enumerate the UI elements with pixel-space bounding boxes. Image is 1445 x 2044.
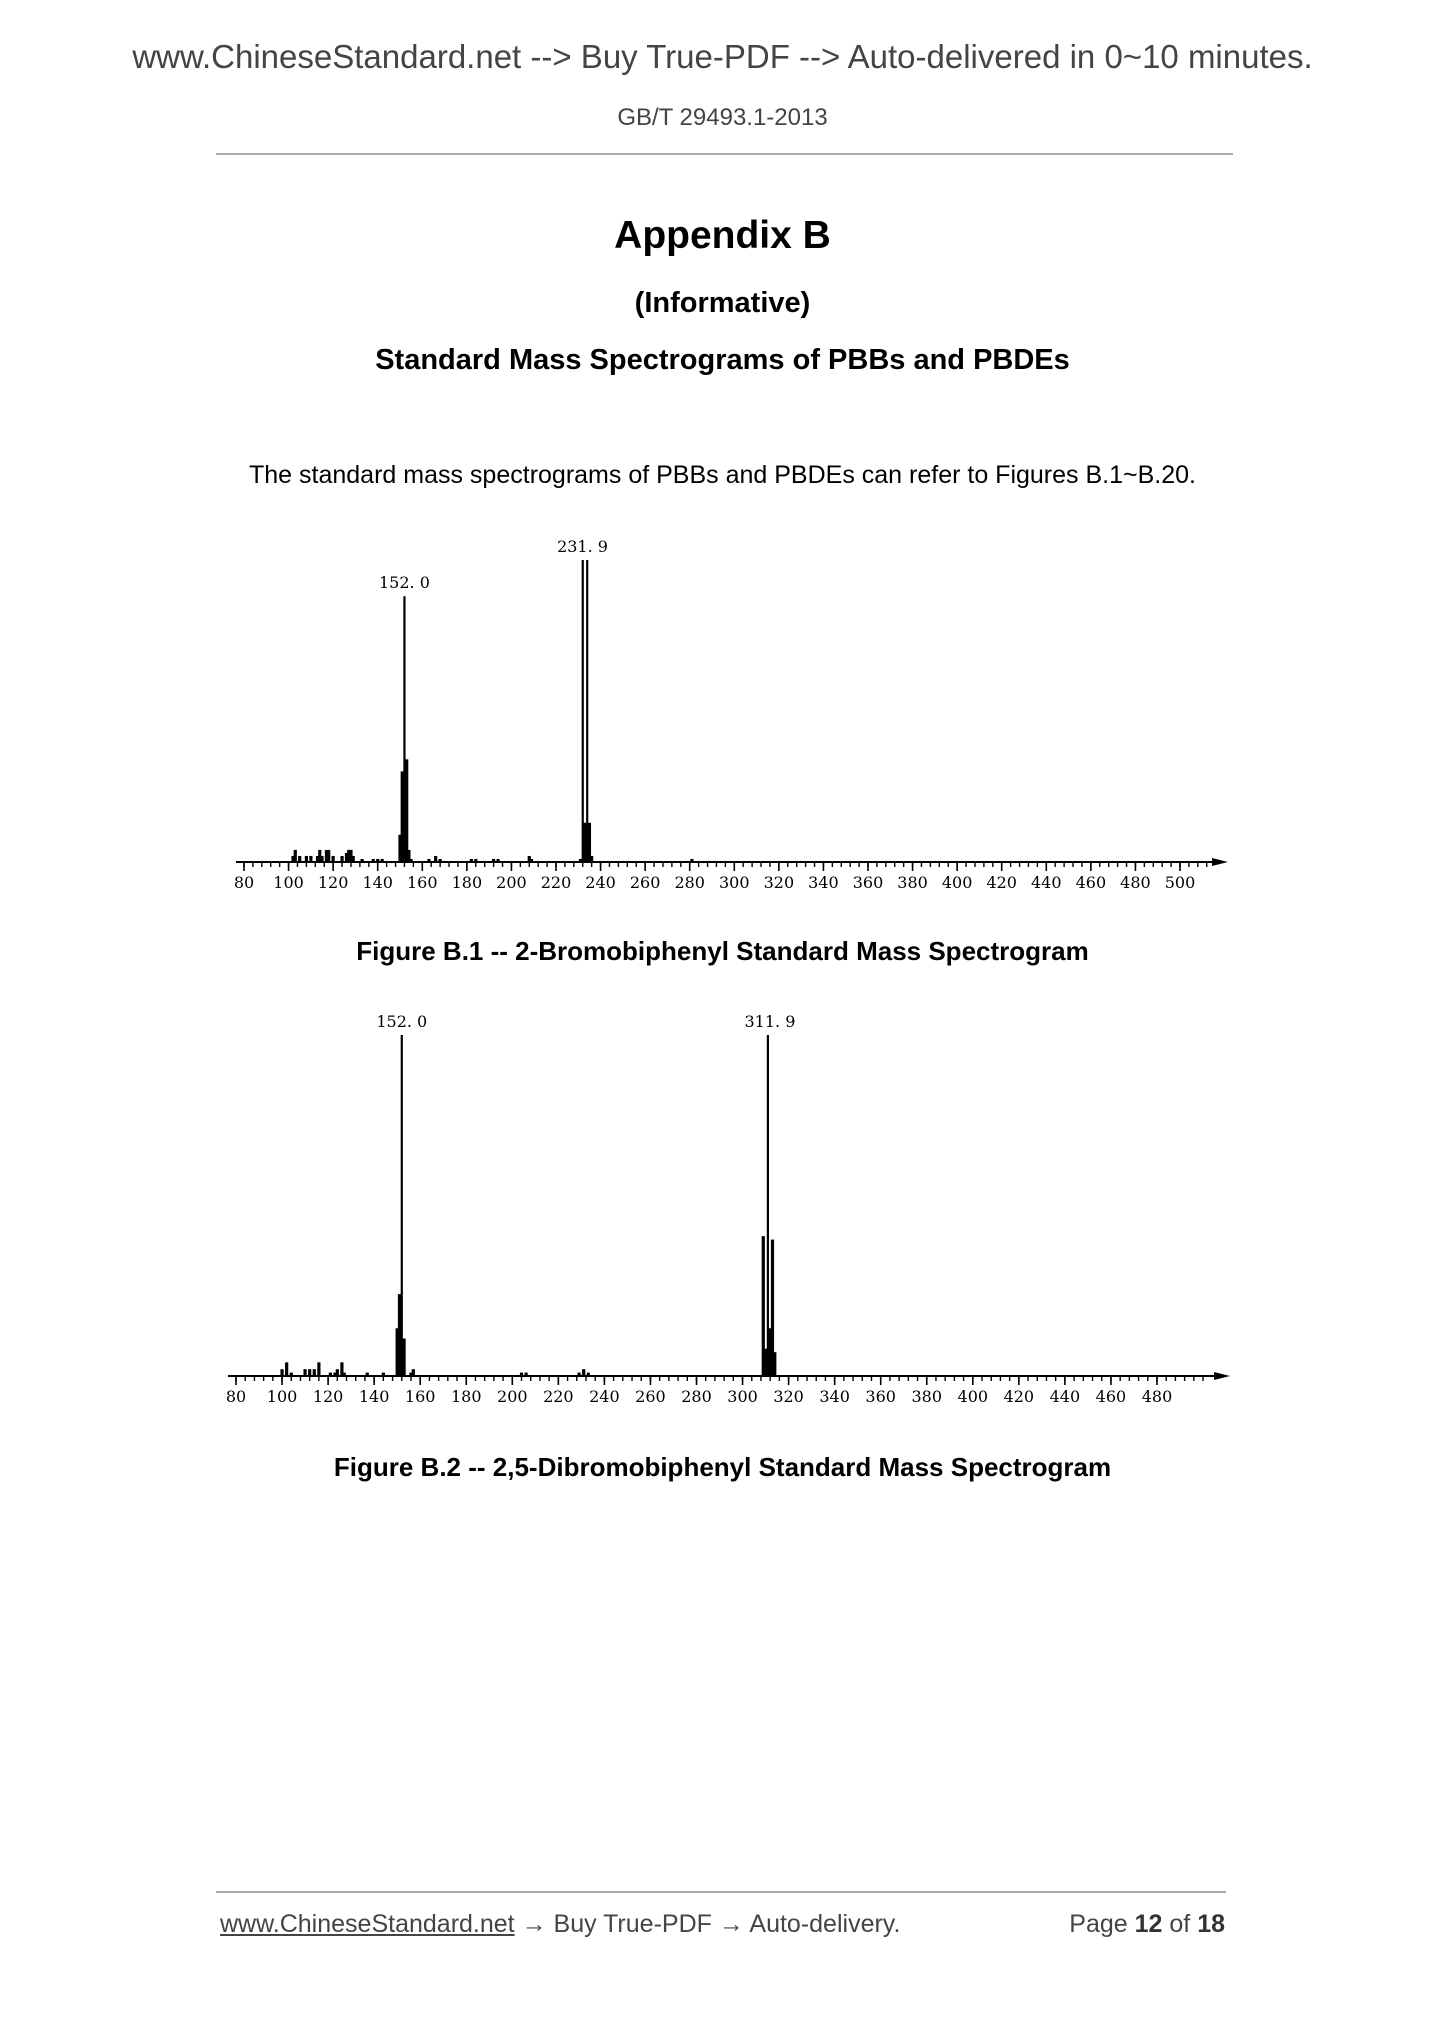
x-tick-label: 260 [635,1387,666,1406]
x-tick-label: 300 [719,873,750,892]
spectrum-peak [767,1035,769,1376]
spectrum-peak [402,1338,405,1376]
x-tick-label: 80 [233,873,255,892]
x-tick-label: 280 [681,1387,712,1406]
x-tick-label: 460 [1095,1387,1127,1406]
x-tick-label: 380 [897,873,928,892]
footer-promo [220,1910,900,1939]
x-tick-label: 200 [497,1387,528,1406]
x-tick-label: 220 [543,1387,574,1406]
x-tick-label: 400 [941,873,973,892]
spectrum-peak [398,1294,401,1376]
x-tick-label: 280 [674,873,705,892]
x-tick-label: 420 [986,873,1017,892]
x-tick-label: 240 [585,873,616,892]
document-number: GB/T 29493.1-2013 [617,104,828,131]
spectrum-peak [308,1369,311,1376]
spectrum-peak [439,859,442,862]
footer-divider [216,1891,1226,1893]
header-divider [216,153,1233,155]
spectrum-peak [530,859,533,862]
x-tick-label: 420 [1003,1387,1035,1406]
spectrum-peak [327,850,330,862]
x-tick-label: 440 [1031,873,1062,892]
spectrum-peak [317,1362,320,1376]
spectrum-peak [582,1369,585,1376]
spectrum-peak [309,856,312,862]
x-tick-label: 340 [819,1387,850,1406]
spectrum-peak [590,856,593,862]
x-tick-label: 260 [629,873,661,892]
x-tick-label: 440 [1049,1387,1081,1406]
x-tick-label: 180 [451,873,483,892]
spectrum-peak [313,1369,316,1376]
spectrum-peak [336,1369,339,1376]
site-banner: www.ChineseStandard.net --> Buy True-PDF --> Auto-delivered in 0~10 minutes. [132,38,1313,75]
axis-arrow-icon [1214,1372,1230,1380]
figure-caption-b1: Figure B.1 -- 2-Bromobiphenyl Standard Mass Spectrogram [356,936,1089,966]
appendix-heading: Standard Mass Spectrograms of PBBs and PBDEs [375,344,1070,376]
x-tick-label: 80 [225,1387,247,1406]
spectrum-peak [290,1373,293,1376]
x-tick-label: 400 [957,1387,989,1406]
spectrum-peak [474,859,477,862]
spectrum-peak [434,856,437,862]
spectrum-peak [586,560,588,862]
spectrum-peak [579,859,582,862]
spectrum-peak [401,771,404,862]
spectrum-peak [340,856,343,862]
mass-spectrum-b1 [0,530,1445,910]
x-tick-label: 300 [727,1387,758,1406]
spectrum-peak [410,859,413,862]
spectrum-peak [496,859,499,862]
spectrum-peak [690,859,693,862]
spectrum-peak [401,1035,403,1376]
peak-label: 152. 0 [379,573,430,593]
spectrum-peak [381,859,384,862]
spectrum-peak [773,1352,776,1376]
x-tick-label: 100 [266,1387,298,1406]
x-tick-label: 240 [589,1387,620,1406]
total-pages: 18 [1197,1910,1225,1938]
x-tick-label: 320 [773,1387,804,1406]
peak-label: 311. 9 [744,1012,796,1031]
page-indicator: Page 12 of 18 [1069,1910,1225,1938]
spectrum-peak [470,859,473,862]
mass-spectrum-b2 [0,1010,1445,1410]
spectrum-peak [525,1373,528,1376]
x-tick-label: 340 [808,873,839,892]
peak-label: 152. 0 [376,1012,428,1031]
spectrum-peak [427,859,430,862]
x-tick-label: 140 [362,873,393,892]
x-tick-label: 140 [358,1387,390,1406]
axis-arrow-icon [1212,858,1228,866]
spectrum-peak [361,859,364,862]
page-footer [220,1910,1225,1939]
current-page: 12 [1134,1910,1163,1938]
spectrum-peak [320,856,323,862]
figure-caption-b2: Figure B.2 -- 2,5-Dibromobiphenyl Standard Mass Spectrogram [333,1452,1112,1482]
spectrum-peak [583,823,586,862]
spectrum-peak [412,1369,415,1376]
spectrum-peak [492,859,495,862]
spectrum-peak [372,859,375,862]
appendix-title: Appendix B [614,214,831,257]
spectrum-peak [587,1373,590,1376]
spectrum-peak [294,850,297,862]
x-tick-label: 480 [1120,873,1151,892]
footer-trail: → Buy True-PDF → Auto-delivery. [514,1910,901,1938]
spectrum-peak [352,856,355,862]
x-tick-label: 100 [273,873,304,892]
spectrum-peak [303,1369,306,1376]
x-tick-label: 500 [1164,873,1196,892]
x-tick-label: 460 [1075,873,1107,892]
x-tick-label: 120 [312,1387,344,1406]
x-tick-label: 380 [911,1387,943,1406]
spectrum-peak [577,1373,580,1376]
peak-label: 231. 9 [557,537,608,556]
spectrum-peak [280,1369,283,1376]
x-tick-label: 120 [317,873,349,892]
spectrum-peak [298,856,301,862]
x-tick-label: 320 [763,873,795,892]
spectrum-peak [305,856,308,862]
x-tick-label: 480 [1141,1387,1173,1406]
intro-paragraph: The standard mass spectrograms of PBBs and PBDEs can refer to Figures B.1~B.20. [249,461,1196,489]
spectrum-peak [520,1373,523,1376]
spectrum-peak [343,1373,346,1376]
x-tick-label: 180 [450,1387,482,1406]
spectrum-peak [764,1349,767,1376]
spectrum-peak [366,1373,369,1376]
x-tick-label: 220 [540,873,572,892]
spectrum-peak [332,856,335,862]
spectrum-peak [285,1362,288,1376]
spectrum-peak [376,859,379,862]
spectrum-peak [329,1373,332,1376]
site-link[interactable]: www.ChineseStandard.net [220,1910,515,1938]
x-tick-label: 160 [404,1387,436,1406]
x-tick-label: 200 [496,873,527,892]
x-tick-label: 360 [852,873,884,892]
spectrum-peak [405,759,408,862]
appendix-subtitle: (Informative) [634,287,811,319]
spectrum-peak [382,1373,385,1376]
x-tick-label: 360 [865,1387,896,1406]
spectrum-peak [582,560,584,862]
x-tick-label: 160 [407,873,438,892]
